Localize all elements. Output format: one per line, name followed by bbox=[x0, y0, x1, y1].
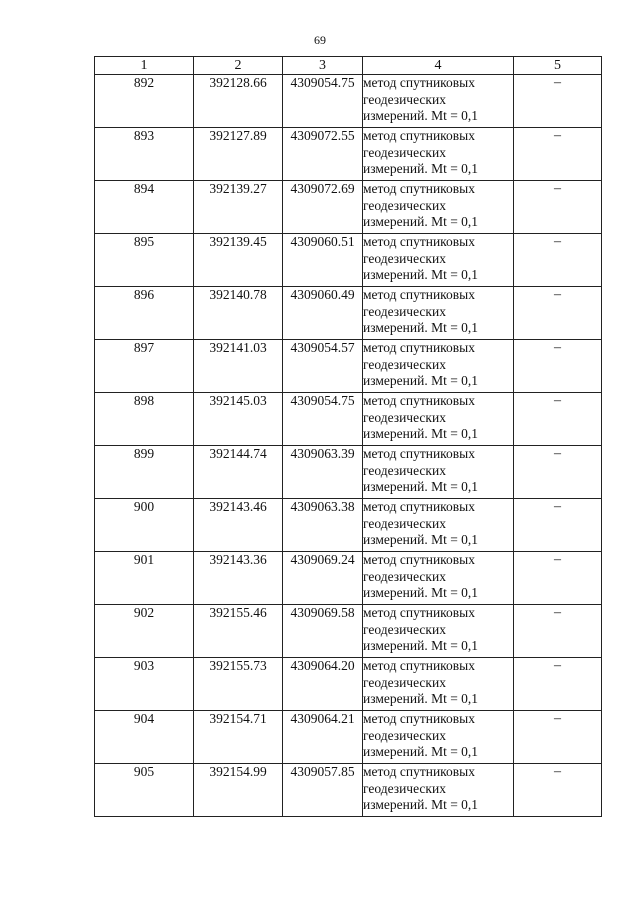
y-coordinate-cell: 4309072.55 bbox=[283, 128, 363, 181]
method-text-line: геодезических bbox=[363, 409, 446, 425]
column-header-1: 1 bbox=[95, 57, 194, 75]
method-text-line: метод спутниковых bbox=[363, 711, 475, 726]
x-coordinate-cell: 392139.27 bbox=[194, 181, 283, 234]
method-cell bbox=[363, 287, 514, 340]
method-cell bbox=[363, 181, 514, 234]
x-coordinate-cell: 392140.78 bbox=[194, 287, 283, 340]
note-cell: – bbox=[514, 287, 602, 340]
x-coordinate-cell: 392144.74 bbox=[194, 446, 283, 499]
method-text-line: измерений. Mt = 0,1 bbox=[363, 267, 479, 282]
table-row bbox=[95, 605, 602, 658]
note-cell: – bbox=[514, 711, 602, 764]
method-text-line: измерений. Mt = 0,1 bbox=[363, 797, 479, 812]
note-cell: – bbox=[514, 181, 602, 234]
method-text-line: метод спутниковых bbox=[363, 393, 475, 408]
method-cell bbox=[363, 128, 514, 181]
method-cell bbox=[363, 234, 514, 287]
table-row bbox=[95, 764, 602, 817]
x-coordinate-cell: 392155.73 bbox=[194, 658, 283, 711]
x-coordinate-cell: 392139.45 bbox=[194, 234, 283, 287]
table-row bbox=[95, 128, 602, 181]
method-text-line: метод спутниковых bbox=[363, 287, 475, 302]
y-coordinate-cell: 4309054.75 bbox=[283, 75, 363, 128]
x-coordinate-cell: 392154.99 bbox=[194, 764, 283, 817]
method-text-line: измерений. Mt = 0,1 bbox=[363, 320, 479, 335]
table-row bbox=[95, 658, 602, 711]
method-text-line: измерений. Mt = 0,1 bbox=[363, 373, 479, 388]
method-text-line: геодезических bbox=[363, 462, 446, 478]
method-text-line: геодезических bbox=[363, 674, 446, 690]
method-text-line: метод спутниковых bbox=[363, 340, 475, 355]
point-number-cell: 899 bbox=[95, 446, 194, 499]
method-text-line: геодезических bbox=[363, 356, 446, 372]
method-text-line: метод спутниковых bbox=[363, 446, 475, 461]
method-text-line: геодезических bbox=[363, 780, 446, 796]
method-text-line: метод спутниковых bbox=[363, 128, 475, 143]
note-cell: – bbox=[514, 499, 602, 552]
note-cell: – bbox=[514, 605, 602, 658]
x-coordinate-cell: 392143.46 bbox=[194, 499, 283, 552]
point-number-cell: 900 bbox=[95, 499, 194, 552]
point-number-cell: 904 bbox=[95, 711, 194, 764]
table-header-row bbox=[95, 57, 602, 75]
method-text-line: геодезических bbox=[363, 727, 446, 743]
y-coordinate-cell: 4309072.69 bbox=[283, 181, 363, 234]
note-cell: – bbox=[514, 658, 602, 711]
x-coordinate-cell: 392145.03 bbox=[194, 393, 283, 446]
method-text-line: измерений. Mt = 0,1 bbox=[363, 161, 479, 176]
point-number-cell: 905 bbox=[95, 764, 194, 817]
y-coordinate-cell: 4309057.85 bbox=[283, 764, 363, 817]
y-coordinate-cell: 4309054.57 bbox=[283, 340, 363, 393]
method-cell bbox=[363, 446, 514, 499]
point-number-cell: 897 bbox=[95, 340, 194, 393]
method-text-line: геодезических bbox=[363, 144, 446, 160]
x-coordinate-cell: 392143.36 bbox=[194, 552, 283, 605]
method-text-line: измерений. Mt = 0,1 bbox=[363, 532, 479, 547]
method-text-line: метод спутниковых bbox=[363, 75, 475, 90]
y-coordinate-cell: 4309063.39 bbox=[283, 446, 363, 499]
note-cell: – bbox=[514, 552, 602, 605]
page-number: 69 bbox=[314, 33, 326, 47]
note-cell: – bbox=[514, 234, 602, 287]
column-header-2: 2 bbox=[194, 57, 283, 75]
y-coordinate-cell: 4309069.24 bbox=[283, 552, 363, 605]
method-text-line: геодезических bbox=[363, 568, 446, 584]
method-cell bbox=[363, 393, 514, 446]
x-coordinate-cell: 392154.71 bbox=[194, 711, 283, 764]
y-coordinate-cell: 4309060.49 bbox=[283, 287, 363, 340]
method-text-line: метод спутниковых bbox=[363, 764, 475, 779]
method-text-line: метод спутниковых bbox=[363, 605, 475, 620]
method-text-line: геодезических bbox=[363, 250, 446, 266]
method-text-line: метод спутниковых bbox=[363, 499, 475, 514]
y-coordinate-cell: 4309054.75 bbox=[283, 393, 363, 446]
method-cell bbox=[363, 764, 514, 817]
point-number-cell: 903 bbox=[95, 658, 194, 711]
note-cell: – bbox=[514, 446, 602, 499]
table-body bbox=[95, 75, 602, 817]
method-cell bbox=[363, 711, 514, 764]
method-text-line: метод спутниковых bbox=[363, 552, 475, 567]
method-text-line: геодезических bbox=[363, 91, 446, 107]
method-text-line: измерений. Mt = 0,1 bbox=[363, 691, 479, 706]
table-row bbox=[95, 340, 602, 393]
method-text-line: измерений. Mt = 0,1 bbox=[363, 214, 479, 229]
method-cell bbox=[363, 499, 514, 552]
note-cell: – bbox=[514, 75, 602, 128]
table-row bbox=[95, 287, 602, 340]
y-coordinate-cell: 4309060.51 bbox=[283, 234, 363, 287]
method-text-line: метод спутниковых bbox=[363, 658, 475, 673]
note-cell: – bbox=[514, 128, 602, 181]
point-number-cell: 895 bbox=[95, 234, 194, 287]
table-row bbox=[95, 75, 602, 128]
note-cell: – bbox=[514, 764, 602, 817]
method-text-line: измерений. Mt = 0,1 bbox=[363, 426, 479, 441]
table-row bbox=[95, 552, 602, 605]
method-text-line: измерений. Mt = 0,1 bbox=[363, 585, 479, 600]
method-text-line: геодезических bbox=[363, 197, 446, 213]
method-text-line: метод спутниковых bbox=[363, 234, 475, 249]
y-coordinate-cell: 4309069.58 bbox=[283, 605, 363, 658]
method-text-line: измерений. Mt = 0,1 bbox=[363, 108, 479, 123]
column-header-4: 4 bbox=[363, 57, 514, 75]
method-cell bbox=[363, 340, 514, 393]
x-coordinate-cell: 392155.46 bbox=[194, 605, 283, 658]
method-text-line: геодезических bbox=[363, 621, 446, 637]
point-number-cell: 896 bbox=[95, 287, 194, 340]
table-row bbox=[95, 234, 602, 287]
table-row bbox=[95, 499, 602, 552]
method-cell bbox=[363, 75, 514, 128]
column-header-5: 5 bbox=[514, 57, 602, 75]
note-cell: – bbox=[514, 393, 602, 446]
y-coordinate-cell: 4309064.21 bbox=[283, 711, 363, 764]
method-text-line: геодезических bbox=[363, 303, 446, 319]
column-header-3: 3 bbox=[283, 57, 363, 75]
table-row bbox=[95, 181, 602, 234]
point-number-cell: 892 bbox=[95, 75, 194, 128]
table-row bbox=[95, 446, 602, 499]
point-number-cell: 902 bbox=[95, 605, 194, 658]
x-coordinate-cell: 392128.66 bbox=[194, 75, 283, 128]
point-number-cell: 894 bbox=[95, 181, 194, 234]
coordinates-table bbox=[94, 56, 602, 817]
table-row bbox=[95, 393, 602, 446]
method-cell bbox=[363, 605, 514, 658]
table-row bbox=[95, 711, 602, 764]
method-text-line: измерений. Mt = 0,1 bbox=[363, 744, 479, 759]
method-text-line: измерений. Mt = 0,1 bbox=[363, 638, 479, 653]
method-text-line: метод спутниковых bbox=[363, 181, 475, 196]
note-cell: – bbox=[514, 340, 602, 393]
x-coordinate-cell: 392141.03 bbox=[194, 340, 283, 393]
y-coordinate-cell: 4309064.20 bbox=[283, 658, 363, 711]
method-cell bbox=[363, 658, 514, 711]
method-cell bbox=[363, 552, 514, 605]
method-text-line: геодезических bbox=[363, 515, 446, 531]
point-number-cell: 893 bbox=[95, 128, 194, 181]
point-number-cell: 898 bbox=[95, 393, 194, 446]
x-coordinate-cell: 392127.89 bbox=[194, 128, 283, 181]
point-number-cell: 901 bbox=[95, 552, 194, 605]
y-coordinate-cell: 4309063.38 bbox=[283, 499, 363, 552]
method-text-line: измерений. Mt = 0,1 bbox=[363, 479, 479, 494]
